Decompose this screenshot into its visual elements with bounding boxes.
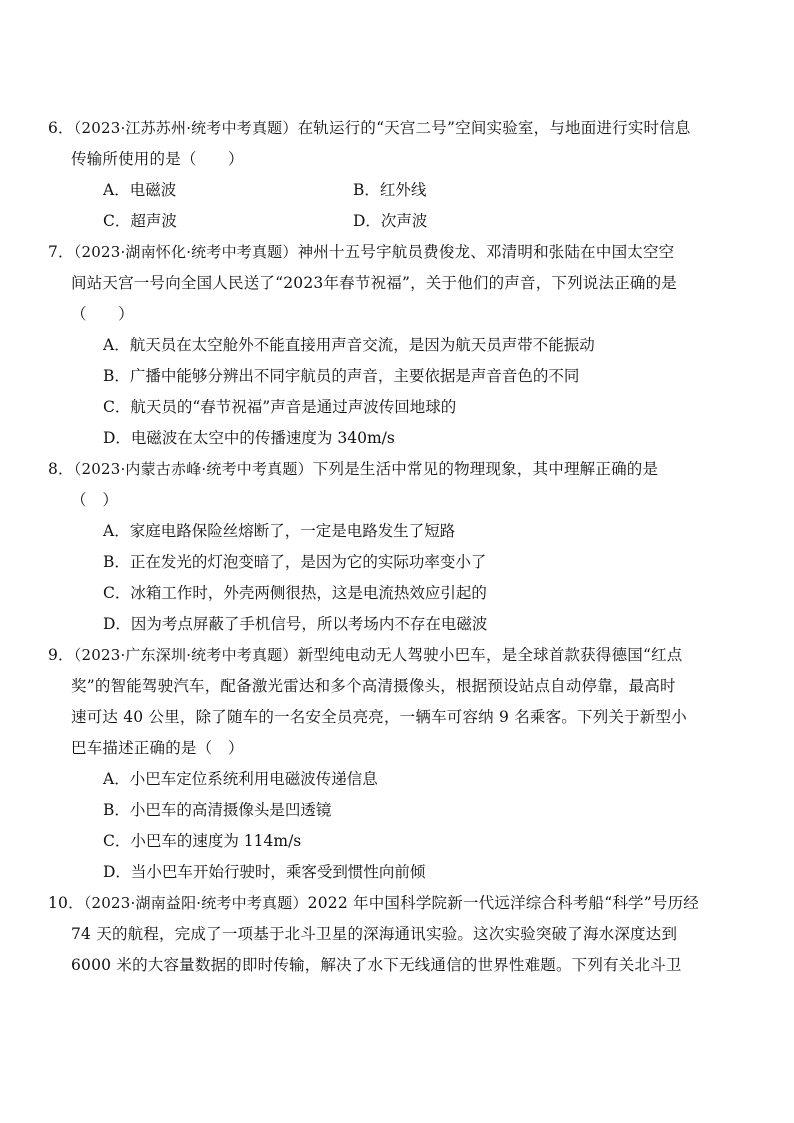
question-number: 6． bbox=[48, 119, 74, 137]
option-a: A．电磁波 bbox=[103, 181, 177, 199]
question-number: 7． bbox=[48, 243, 74, 261]
stem-line: 速可达 40 公里，除了随车的一名安全员亮亮，一辆车可容纳 9 名乘客。下列关于新型小 bbox=[71, 708, 687, 726]
option-c: C．航天员的“春节祝福”声音是通过声波传回地球的 bbox=[103, 398, 457, 416]
question-stem bbox=[48, 888, 738, 919]
option-b: B．小巴车的高清摄像头是凹透镜 bbox=[103, 801, 332, 819]
option-d: D．因为考点屏蔽了手机信号，所以考场内不存在电磁波 bbox=[103, 615, 488, 633]
question-stem bbox=[48, 640, 738, 671]
stem-line: 间站天宫一号向全国人民送了“2023年春节祝福”，关于他们的声音，下列说法正确的是 bbox=[71, 274, 677, 292]
option-a: A．家庭电路保险丝熔断了，一定是电路发生了短路 bbox=[103, 522, 456, 540]
option-c: C．超声波 bbox=[103, 212, 177, 230]
stem-line: （ ） bbox=[71, 305, 134, 323]
question-source: （2023·内蒙古赤峰·统考中考真题） bbox=[73, 460, 313, 478]
options-row bbox=[48, 175, 738, 206]
stem-line: 神州十五号宇航员费俊龙、邓清明和张陆在中国太空空 bbox=[297, 243, 675, 261]
stem-line: 6000 米的大容量数据的即时传输，解决了水下无线通信的世界性难题。下列有关北斗卫 bbox=[71, 956, 682, 974]
question-source: （2023·湖南怀化·统考中考真题） bbox=[73, 243, 298, 261]
question-8 bbox=[48, 454, 738, 640]
question-stem bbox=[48, 113, 738, 144]
question-source: （2023·江苏苏州·统考中考真题） bbox=[73, 119, 298, 137]
question-number: 10． bbox=[48, 894, 84, 912]
question-number: 8． bbox=[48, 460, 74, 478]
stem-line: 2022 年中国科学院新一代远洋综合科考船“科学”号历经 bbox=[307, 894, 699, 912]
option-c: C．冰箱工作时，外壳两侧很热，这是电流热效应引起的 bbox=[103, 584, 487, 602]
stem-line: 新型纯电动无人驾驶小巴车，是全球首款获得德国“红点 bbox=[297, 646, 683, 664]
stem-line: 下列是生活中常见的物理现象，其中理解正确的是 bbox=[312, 460, 659, 478]
option-b: B．广播中能够分辨出不同宇航员的声音，主要依据是声音音色的不同 bbox=[103, 367, 580, 385]
stem-line: 在轨运行的“天宫二号”空间实验室，与地面进行实时信息 bbox=[297, 119, 691, 137]
stem-line: （ ） bbox=[71, 491, 119, 509]
question-number: 9． bbox=[48, 646, 74, 664]
stem-line: 巴车描述正确的是（ ） bbox=[71, 739, 244, 757]
question-9 bbox=[48, 640, 738, 888]
option-b: B．红外线 bbox=[353, 181, 427, 199]
option-a: A．航天员在太空舱外不能直接用声音交流，是因为航天员声带不能振动 bbox=[103, 336, 595, 354]
question-6 bbox=[48, 113, 738, 237]
question-7 bbox=[48, 237, 738, 454]
options-row bbox=[48, 206, 738, 237]
question-10 bbox=[48, 888, 738, 981]
option-b: B．正在发光的灯泡变暗了，是因为它的实际功率变小了 bbox=[103, 553, 487, 571]
question-source: （2023·广东深圳·统考中考真题） bbox=[73, 646, 298, 664]
question-source: （2023·湖南益阳·统考中考真题） bbox=[83, 894, 308, 912]
option-d: D．当小巴车开始行驶时，乘客受到惯性向前倾 bbox=[103, 863, 426, 881]
option-a: A．小巴车定位系统利用电磁波传递信息 bbox=[103, 770, 378, 788]
option-c: C．小巴车的速度为 114m/s bbox=[103, 832, 302, 850]
stem-line: 奖”的智能驾驶汽车，配备激光雷达和多个高清摄像头，根据预设站点自动停靠，最高时 bbox=[71, 677, 676, 695]
option-d: D．次声波 bbox=[353, 212, 428, 230]
question-stem bbox=[48, 454, 738, 485]
stem-line: 74 天的航程，完成了一项基于北斗卫星的深海通讯实验。这次实验突破了海水深度达到 bbox=[71, 925, 678, 943]
option-d: D．电磁波在太空中的传播速度为 340m/s bbox=[103, 429, 395, 447]
stem-line: 传输所使用的是（ ） bbox=[71, 150, 244, 168]
question-stem bbox=[48, 237, 738, 268]
